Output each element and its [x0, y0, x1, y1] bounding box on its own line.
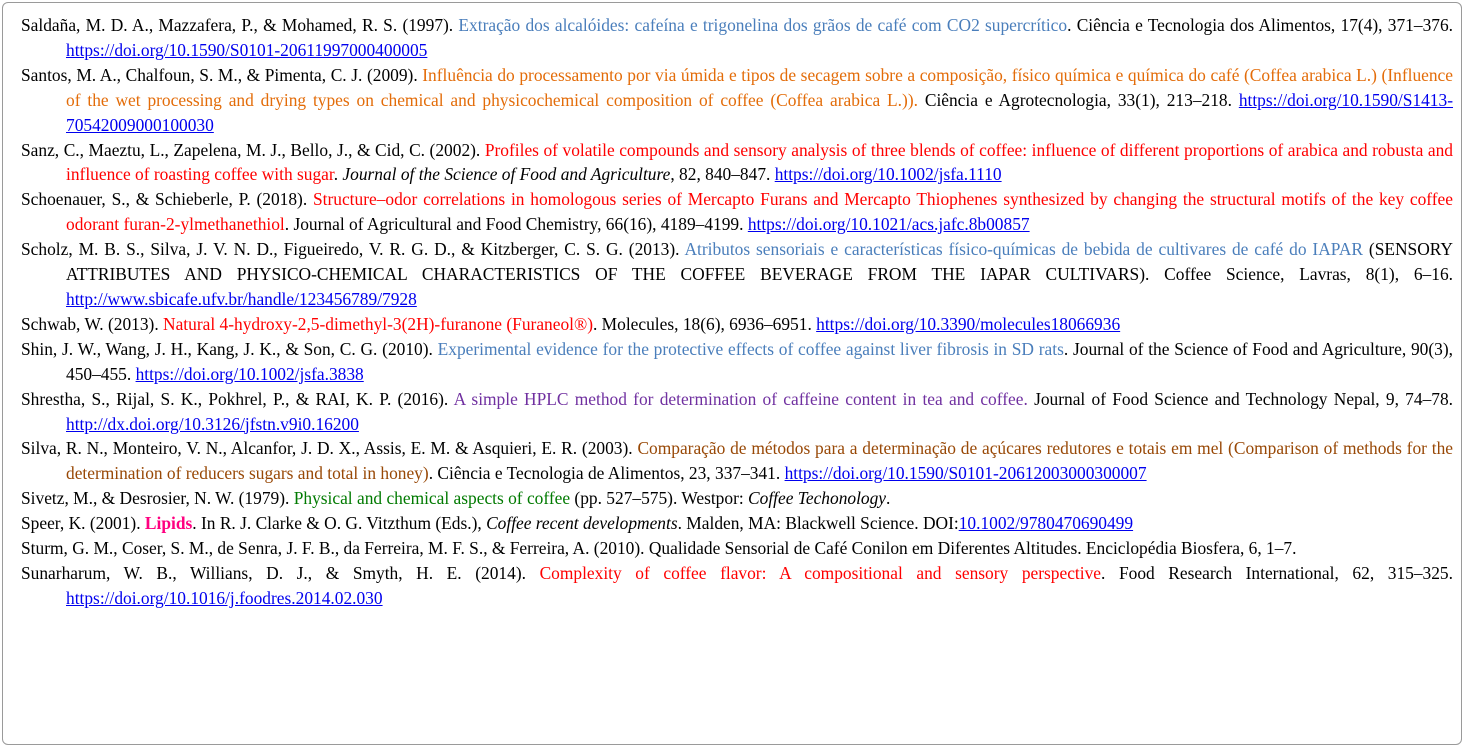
reference-item [21, 138, 1453, 188]
reference-item [21, 536, 1453, 561]
ref-authors: Schwab, W. (2013). [21, 313, 164, 334]
reference-item [21, 436, 1453, 486]
ref-doi-link[interactable]: https://doi.org/10.3390/molecules18066936 [816, 313, 1121, 334]
ref-title: Influência do processamento por via úmida e tipos de secagem sobre a composição, físico química e química do café (Coffea arabica L.) (Influence of the wet processing and drying types on chemical and physicochemical composition of coffee (Coffea arabica L.)). [66, 64, 1453, 110]
reference-list [21, 13, 1453, 611]
ref-doi-link[interactable]: https://doi.org/10.1002/jsfa.1110 [774, 164, 1002, 185]
ref-details: . Food Research International, 62, 315–325. [1101, 562, 1453, 583]
reference-item [21, 387, 1453, 437]
ref-authors: Sturm, G. M., Coser, S. M., de Senra, J. F. B., da Ferreira, M. F. S., & Ferreira, A. (2010). Qualidade Sensorial de Café Conilon em Diferentes Altitudes. Enciclopédia Biosfera, 6, 1–7. [21, 538, 1297, 559]
ref-title: Complexity of coffee flavor: A compositional and sensory perspective [539, 562, 1102, 583]
ref-details: . Molecules, 18(6), 6936–6951. [592, 313, 817, 334]
ref-details: Journal of Food Science and Technology Nepal, 9, 74–78. [1027, 388, 1454, 409]
ref-doi-link[interactable]: https://doi.org/10.1016/j.foodres.2014.02.030 [66, 587, 383, 608]
ref-details: . Ciência e Tecnologia dos Alimentos, 17(4), 371–376. [1067, 15, 1453, 35]
ref-details: . Ciência e Tecnologia de Alimentos, 23, 337–341. [428, 463, 785, 484]
ref-authors: Santos, M. A., Chalfoun, S. M., & Pimenta, C. J. (2009). [21, 64, 423, 85]
ref-title: Physical and chemical aspects of coffee [293, 488, 571, 509]
ref-title: A simple HPLC method for determination of caffeine content in tea and coffee. [453, 388, 1028, 409]
ref-journal: Coffee Techonology [748, 488, 887, 509]
ref-authors: Saldaña, M. D. A., Mazzafera, P., & Mohamed, R. S. (1997). [21, 15, 459, 35]
ref-authors: Sanz, C., Maeztu, L., Zapelena, M. J., Bello, J., & Cid, C. (2002). [21, 139, 485, 160]
reference-item [21, 486, 1453, 511]
reference-item [21, 187, 1453, 237]
ref-details: (SENSORY ATTRIBUTES AND PHYSICO-CHEMICAL CHARACTERISTICS OF THE COFFEE BEVERAGE FROM THE IAPAR CULTIVARS). Coffee Science, Lavras, 8(1), 6–16. [66, 239, 1453, 285]
ref-journal: Coffee recent developments [486, 513, 678, 534]
reference-item [21, 237, 1453, 312]
ref-authors: Silva, R. N., Monteiro, V. N., Alcanfor, J. D. X., Assis, E. M. & Asquieri, E. R. (2003). [21, 438, 638, 459]
ref-title: Lipids [144, 513, 193, 534]
ref-details-2: . [886, 488, 891, 509]
reference-item [21, 13, 1453, 63]
ref-title: Experimental evidence for the protective effects of coffee against liver fibrosis in SD rats [437, 338, 1064, 359]
ref-title: Structure–odor correlations in homologous series of Mercapto Furans and Mercapto Thiophenes synthesized by changing the structural motifs of the key coffee odorant furan-2-ylmethanethiol [66, 189, 1453, 235]
ref-doi-link[interactable]: http://dx.doi.org/10.3126/jfstn.v9i0.16200 [66, 413, 359, 434]
ref-authors: Sunarharum, W. B., Willians, D. J., & Smyth, H. E. (2014). [21, 562, 540, 583]
ref-doi-link[interactable]: https://doi.org/10.1021/acs.jafc.8b00857 [747, 214, 1030, 235]
reference-item [21, 337, 1453, 387]
ref-doi-link[interactable]: 10.1002/9780470690499 [958, 513, 1134, 534]
ref-details-2: . Malden, MA: Blackwell Science. DOI: [677, 513, 959, 534]
ref-title: Atributos sensoriais e características físico-químicas de bebida de cultivares de café do IAPAR [684, 239, 1364, 260]
ref-details-2: , 82, 840–847. [670, 164, 775, 185]
ref-doi-link[interactable]: https://doi.org/10.1002/jsfa.3838 [135, 363, 364, 384]
reference-item [21, 63, 1453, 138]
ref-details: Ciência e Agrotecnologia, 33(1), 213–218. [917, 89, 1239, 110]
ref-authors: Speer, K. (2001). [21, 513, 145, 534]
ref-title: Comparação de métodos para a determinação de açúcares redutores e totais em mel (Comparison of methods for the determination of reducers sugars and total in honey) [66, 438, 1454, 484]
ref-details: . Journal of Agricultural and Food Chemistry, 66(16), 4189–4199. [284, 214, 748, 235]
ref-details: . In R. J. Clarke & O. G. Vitzthum (Eds.), [192, 513, 487, 534]
ref-title: Extração dos alcalóides: cafeína e trigonelina dos grãos de café com CO2 supercrítico [458, 15, 1068, 35]
reference-item [21, 561, 1453, 611]
ref-details: . [333, 164, 343, 185]
ref-doi-link[interactable]: https://doi.org/10.1590/S0101-20612003000300007 [784, 463, 1147, 484]
reference-item [21, 511, 1453, 536]
reference-item [21, 312, 1453, 337]
ref-title: Profiles of volatile compounds and sensory analysis of three blends of coffee: influence of different proportions of arabica and robusta and influence of roasting coffee with sugar [66, 139, 1453, 185]
ref-authors: Shrestha, S., Rijal, S. K., Pokhrel, P., & RAI, K. P. (2016). [21, 388, 454, 409]
ref-authors: Sivetz, M., & Desrosier, N. W. (1979). [21, 488, 294, 509]
ref-url-link[interactable]: http://www.sbicafe.ufv.br/handle/123456789/7928 [66, 288, 417, 309]
reference-panel [2, 2, 1462, 745]
ref-journal: Journal of the Science of Food and Agriculture [342, 164, 671, 185]
ref-title: Natural 4-hydroxy-2,5-dimethyl-3(2H)-furanone (Furaneol®) [163, 313, 593, 334]
ref-details: (pp. 527–575). Westpor: [570, 488, 749, 509]
ref-doi-link[interactable]: https://doi.org/10.1590/S0101-20611997000400005 [66, 39, 428, 60]
ref-authors: Schoenauer, S., & Schieberle, P. (2018). [21, 189, 313, 210]
ref-authors: Shin, J. W., Wang, J. H., Kang, J. K., & Son, C. G. (2010). [21, 338, 438, 359]
ref-authors: Scholz, M. B. S., Silva, J. V. N. D., Figueiredo, V. R. G. D., & Kitzberger, C. S. G. (2013). [21, 239, 685, 260]
ref-details: . Journal of the Science of Food and Agriculture, 90(3), 450–455. [66, 338, 1453, 384]
ref-doi-link[interactable]: https://doi.org/10.1590/S1413-70542009000100030 [66, 89, 1453, 135]
